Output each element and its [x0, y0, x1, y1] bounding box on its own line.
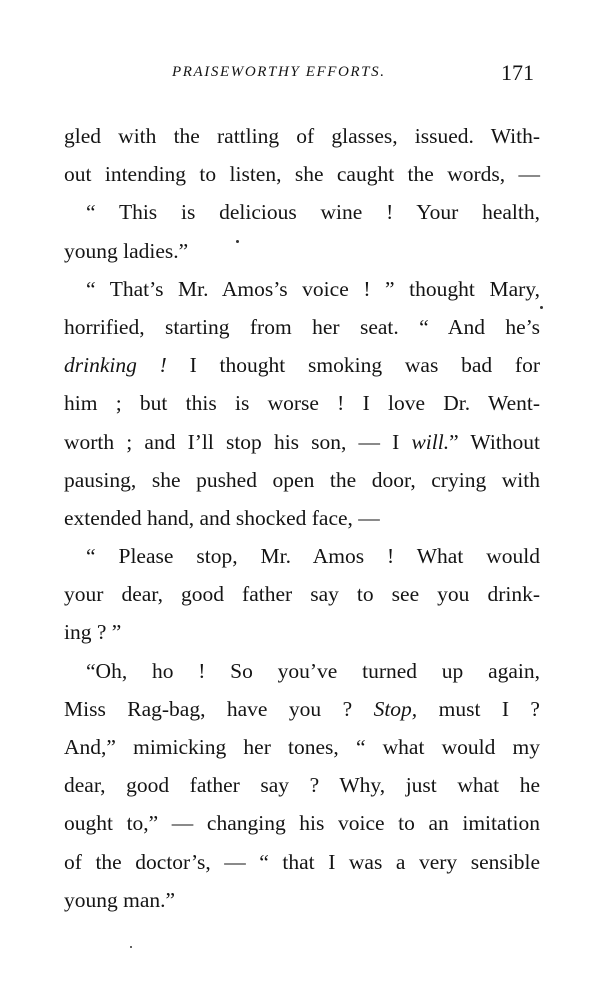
- line-text: gled with the rattling of glasses, issued. With-: [64, 124, 540, 148]
- text-line: [64, 117, 540, 155]
- line-text: young ladies.”: [64, 238, 189, 263]
- line-text: must I ?: [417, 696, 540, 721]
- line-text: “ Please stop, Mr. Amos ! What would: [86, 544, 540, 569]
- line-text: “ This is delicious wine ! Your health,: [86, 200, 540, 225]
- text-line: [64, 804, 540, 842]
- line-text: worth ; and I’ll stop his son, — I: [64, 429, 412, 454]
- text-line: [64, 881, 540, 919]
- emphasis-text: drinking !: [64, 353, 167, 378]
- text-line: [64, 575, 540, 613]
- line-text: Miss Rag-bag, have you ?: [64, 696, 374, 721]
- text-line: [64, 346, 540, 384]
- text-line: [64, 499, 540, 537]
- line-text: dear, good father say ? Why, just what he: [64, 773, 540, 798]
- page-number: 171: [501, 60, 534, 85]
- line-text: extended hand, and shocked face, —: [64, 505, 380, 530]
- line-text: I thought smoking was bad for: [166, 353, 540, 378]
- text-line: [64, 843, 540, 881]
- body-text: [64, 117, 540, 919]
- line-text: “Oh, ho ! So you’ve turned up again,: [86, 658, 540, 683]
- text-line: [64, 766, 540, 804]
- text-line: [64, 155, 540, 193]
- print-speck: [130, 946, 132, 948]
- text-line: [64, 193, 540, 231]
- text-line: [64, 423, 540, 461]
- line-text: him ; but this is worse ! I love Dr. Went-: [64, 391, 540, 416]
- text-line: [64, 270, 540, 308]
- text-line: [64, 613, 540, 651]
- line-text: And,” mimicking her tones, “ what would my: [64, 735, 540, 759]
- line-text: out intending to listen, she caught the words, —: [64, 162, 540, 187]
- text-line: [64, 461, 540, 499]
- text-line: [64, 232, 540, 270]
- running-head: [64, 60, 540, 90]
- line-text: of the doctor’s, — “ that I was a very sensible: [64, 849, 540, 874]
- print-speck: [540, 306, 543, 309]
- line-text: ” Without: [449, 429, 540, 454]
- text-line: [64, 537, 540, 575]
- line-text: young man.”: [64, 887, 176, 912]
- text-line: [64, 728, 540, 766]
- emphasis-text: will.: [411, 429, 450, 454]
- text-line: [64, 308, 540, 346]
- line-text: “ That’s Mr. Amos’s voice ! ” thought Mary,: [86, 276, 540, 301]
- text-line: [64, 690, 540, 728]
- line-text: ought to,” — changing his voice to an imitation: [64, 811, 540, 836]
- line-text: your dear, good father say to see you drink-: [64, 582, 540, 607]
- line-text: horrified, starting from her seat. “ And he’s: [64, 314, 540, 339]
- line-text: pausing, she pushed open the door, crying with: [64, 467, 540, 492]
- print-speck: [236, 240, 239, 243]
- text-line: [64, 652, 540, 690]
- text-line: [64, 384, 540, 422]
- running-title: PRAISEWORTHY EFFORTS.: [172, 64, 386, 80]
- line-text: ing ? ”: [64, 620, 122, 645]
- emphasis-text: Stop,: [373, 696, 418, 721]
